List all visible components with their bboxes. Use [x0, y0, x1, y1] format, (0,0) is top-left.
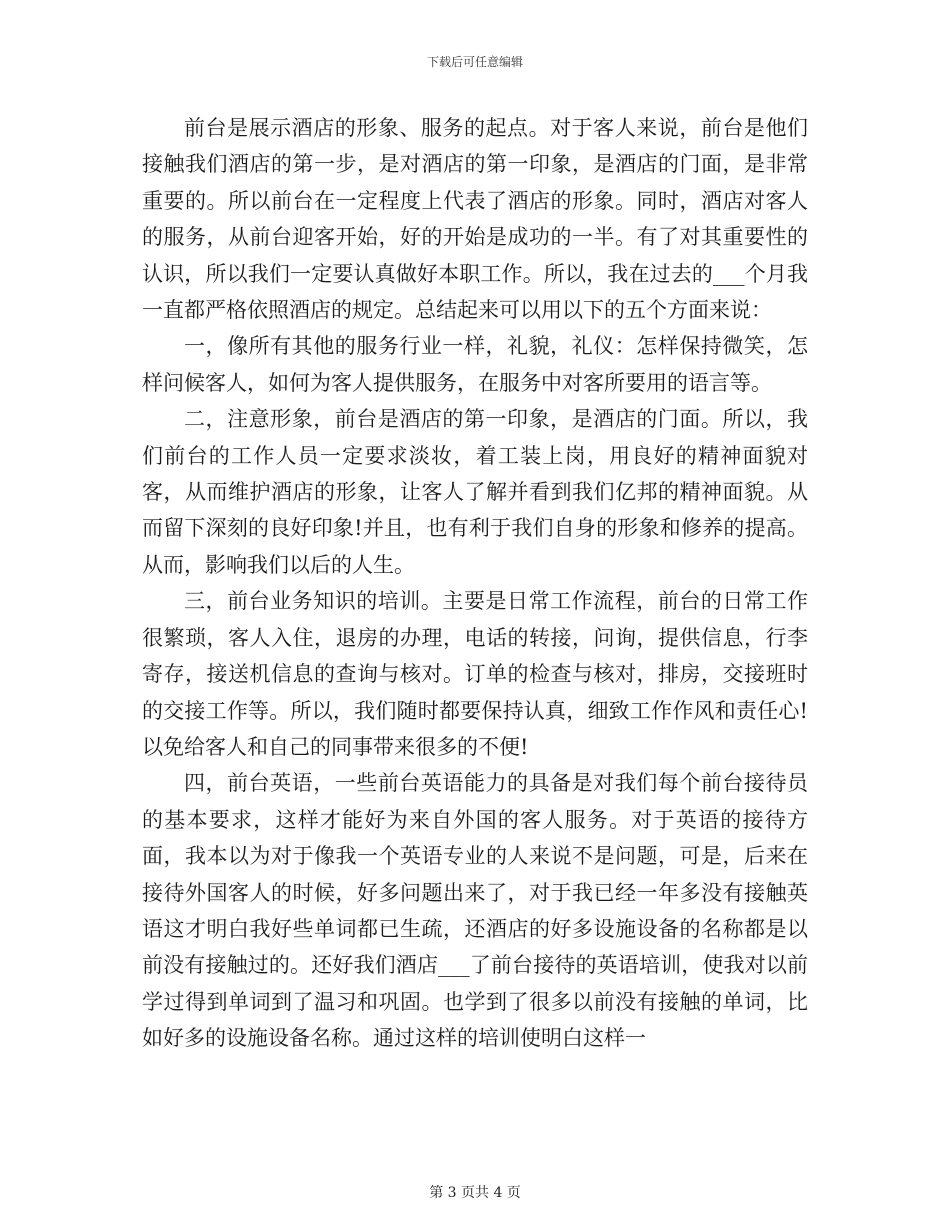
paragraph-point-2: 二，注意形象，前台是酒店的第一印象，是酒店的门面。所以，我们前台的工作人员一定要求淡妆，着工装上岗，用良好的精神面貌对客，从而维护酒店的形象，让客人了解并看到我们亿邦的精神面貌。从而留下深刻的良好印象!并且，也有利于我们自身的形象和修养的提高。从而，影响我们以后的人生。: [142, 407, 808, 577]
paragraph-point-1: 一，像所有其他的服务行业一样，礼貌，礼仪：怎样保持微笑，怎样问候客人，如何为客人提供服务，在服务中对客所要用的语言等。: [142, 334, 808, 395]
paragraph-point-3: 三，前台业务知识的培训。主要是日常工作流程，前台的日常工作很繁琐，客人入住，退房的办理，电话的转接，问询，提供信息，行李寄存，接送机信息的查询与核对。订单的检查与核对，排房，交接班时的交接工作等。所以，我们随时都要保持认真，细致工作作风和责任心!以免给客人和自己的同事带来很多的不便!: [142, 589, 808, 759]
page-header: 下载后可任意编辑: [426, 55, 523, 69]
document-body: [142, 110, 808, 1057]
page-number: 第 3 页共 4 页: [429, 1185, 521, 1201]
paragraph-intro: 前台是展示酒店的形象、服务的起点。对于客人来说，前台是他们接触我们酒店的第一步，是对酒店的第一印象，是酒店的门面，是非常重要的。所以前台在一定程度上代表了酒店的形象。同时，酒店对客人的服务，从前台迎客开始，好的开始是成功的一半。有了对其重要性的认识，所以我们一定要认真做好本职工作。所以，我在过去的___个月我一直都严格依照酒店的规定。总结起来可以用以下的五个方面来说：: [142, 116, 808, 323]
paragraph-point-4: 四，前台英语，一些前台英语能力的具备是对我们每个前台接待员的基本要求，这样才能好为来自外国的客人服务。对于英语的接待方面，我本以为对于像我一个英语专业的人来说不是问题，可是，后来在接待外国客人的时候，好多问题出来了，对于我已经一年多没有接触英语这才明白我好些单词都已生疏，还酒店的好多设施设备的名称都是以前没有接触过的。还好我们酒店___了前台接待的英语培训，使我对以前学过得到单词到了温习和巩固。也学到了很多以前没有接触的单词，比如好多的设施设备名称。通过这样的培训使明白这样一: [142, 771, 808, 1051]
